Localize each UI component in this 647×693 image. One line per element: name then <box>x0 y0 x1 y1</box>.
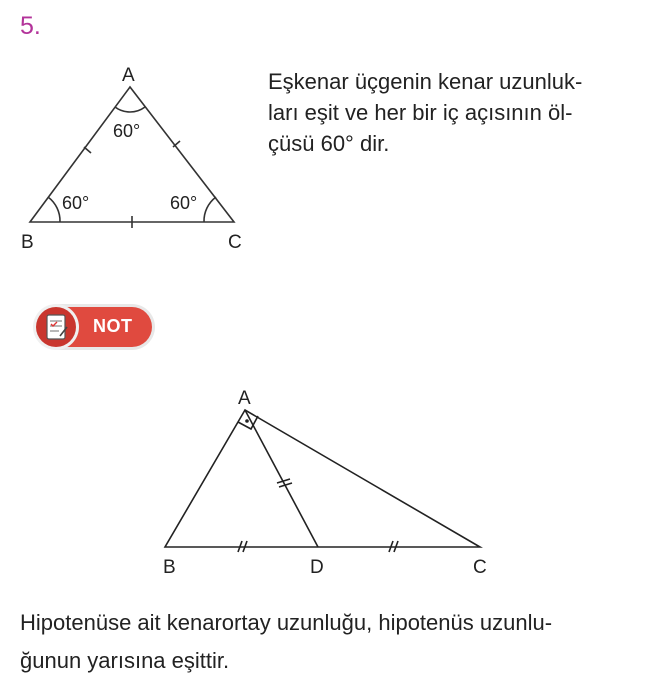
angle-label-a: 60° <box>113 121 141 141</box>
vertex-label-c: C <box>473 557 487 578</box>
equilateral-triangle-figure <box>0 0 260 260</box>
equilateral-description <box>268 66 582 159</box>
tick-mark-ab <box>84 147 91 153</box>
right-triangle <box>165 410 480 547</box>
description-line: Eşkenar üçgenin kenar uzunluk- <box>268 69 583 94</box>
vertex-label-b: B <box>21 232 34 253</box>
note-label: NOT <box>93 316 133 336</box>
right-triangle-figure <box>0 380 647 585</box>
vertex-label-a: A <box>122 65 135 86</box>
vertex-label-c: C <box>228 232 242 253</box>
problem-number: 5. <box>20 12 41 40</box>
note-badge <box>20 301 154 353</box>
angle-arc-b <box>48 197 60 222</box>
angle-arc-c <box>204 197 216 222</box>
description-line: Hipotenüse ait kenarortay uzunluğu, hipotenüs uzunlu- <box>20 610 553 635</box>
angle-label-b: 60° <box>62 193 90 213</box>
description-line: çüsü 60° dir. <box>268 131 390 156</box>
equilateral-triangle <box>30 87 234 222</box>
notepad-icon <box>36 307 76 347</box>
vertex-label-b: B <box>163 557 176 578</box>
angle-arc-a <box>115 107 145 112</box>
description-line: ları eşit ve her bir iç açısının öl- <box>268 100 573 125</box>
vertex-label-a: A <box>238 388 251 409</box>
description-line: ğunun yarısına eşittir. <box>20 648 230 673</box>
median-description <box>20 604 552 680</box>
angle-label-c: 60° <box>170 193 198 213</box>
right-angle-dot <box>245 419 249 423</box>
vertex-label-d: D <box>310 557 324 578</box>
